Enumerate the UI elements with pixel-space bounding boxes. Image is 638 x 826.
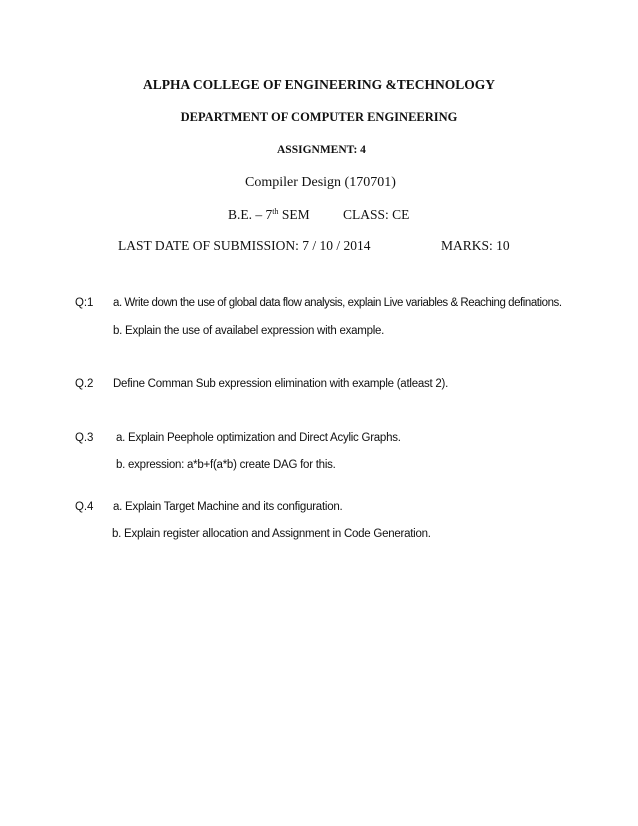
question-number: Q.2 [75, 378, 94, 390]
question-line: Define Comman Sub expression elimination with example (atleast 2). [113, 378, 449, 390]
marks-label: MARKS: 10 [441, 238, 510, 253]
semester-prefix: B.E. – 7 [228, 207, 273, 222]
question-line: b. Explain register allocation and Assignment in Code Generation. [112, 528, 431, 540]
class-label: CLASS: CE [343, 207, 410, 222]
submission-date: LAST DATE OF SUBMISSION: 7 / 10 / 2014 [118, 238, 371, 253]
semester-suffix: SEM [278, 207, 310, 222]
question-number: Q.4 [75, 501, 94, 513]
department-name: DEPARTMENT OF COMPUTER ENGINEERING [180, 110, 458, 124]
semester-label [228, 207, 310, 223]
semester-superscript: th [272, 207, 279, 216]
question-number: Q:1 [75, 297, 94, 309]
question-line: b. expression: a*b+f(a*b) create DAG for this. [116, 459, 336, 471]
subject-title: Compiler Design (170701) [245, 175, 396, 190]
question-number: Q.3 [75, 432, 94, 444]
question-line: a. Explain Peephole optimization and Direct Acylic Graphs. [116, 432, 401, 444]
question-line: a. Write down the use of global data flow analysis, explain Live variables & Reaching definations. [113, 297, 562, 309]
question-line: a. Explain Target Machine and its configuration. [113, 501, 343, 513]
college-name: ALPHA COLLEGE OF ENGINEERING &TECHNOLOGY [142, 77, 496, 92]
question-line: b. Explain the use of availabel expression with example. [113, 325, 385, 337]
assignment-title: ASSIGNMENT: 4 [277, 144, 366, 156]
